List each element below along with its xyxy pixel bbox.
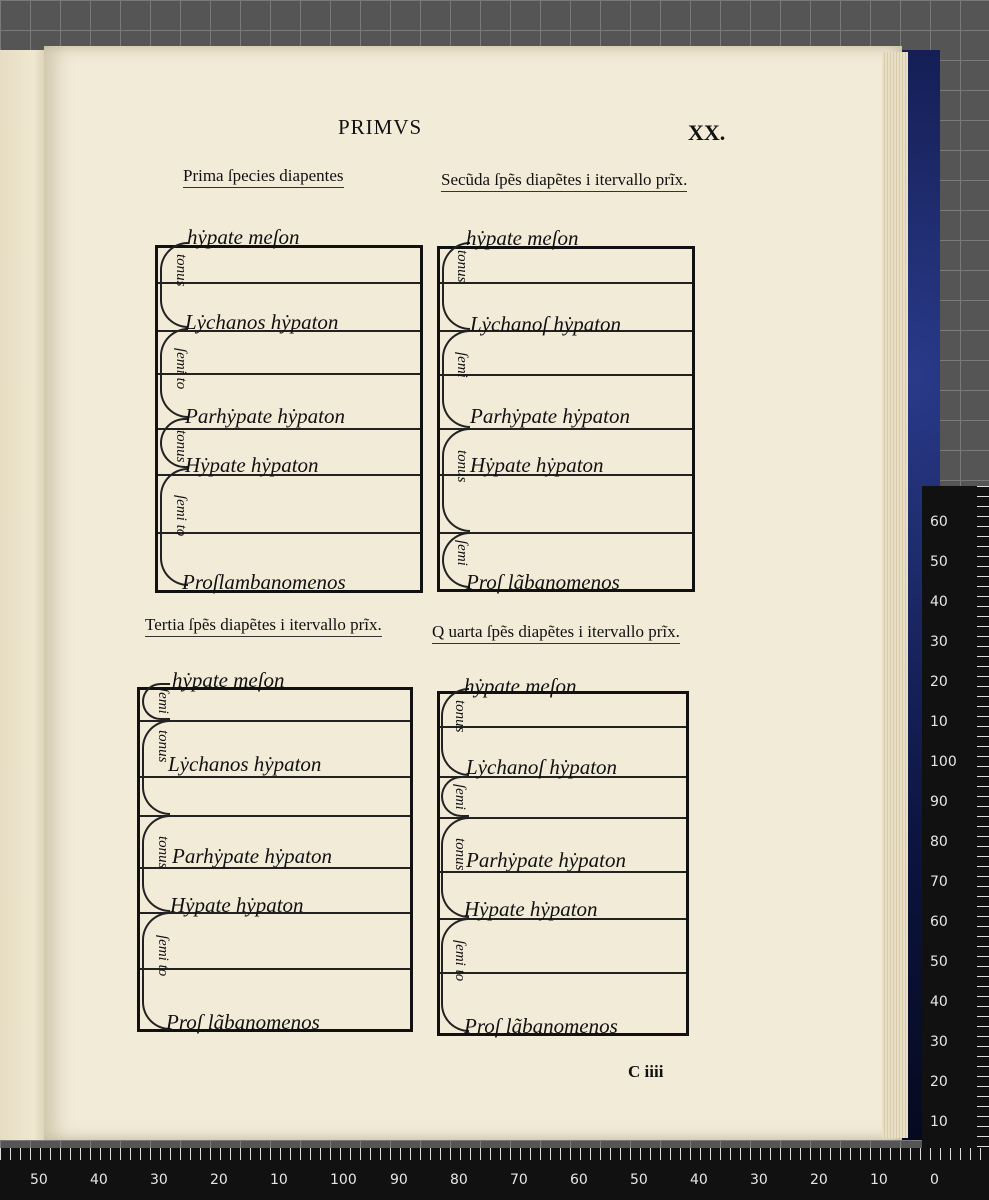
note-label: Parhẏpate hẏpaton [466, 848, 627, 872]
interval-label: tonus [155, 730, 171, 763]
staff-line [140, 968, 410, 970]
ruler-number: 40 [930, 994, 948, 1010]
note-label: Hẏpate hẏpaton [470, 453, 604, 477]
ruler-number: 10 [930, 1114, 948, 1130]
staff-line [440, 726, 686, 728]
interval-label: tonus [155, 836, 171, 869]
staff-line [440, 374, 692, 376]
note-label: Lẏchanos hẏpaton [185, 310, 339, 334]
staff-line [158, 282, 420, 284]
note-label: Parhẏpate hẏpaton [172, 844, 333, 868]
staff-line [140, 720, 410, 722]
folio-number: XX. [688, 120, 726, 145]
ruler-number: 40 [90, 1172, 108, 1188]
ruler-number: 80 [450, 1172, 468, 1188]
staff-line [440, 817, 686, 819]
note-label: Lẏchanoſ hẏpaton [466, 755, 618, 779]
note-label: hẏpate meſon [464, 674, 577, 698]
ruler-number: 50 [30, 1172, 48, 1188]
interval-arc [442, 330, 470, 428]
diagram-caption: Secũda ſpẽs diapẽtes i itervallo prĩx. [441, 170, 687, 192]
ruler-number: 60 [570, 1172, 588, 1188]
interval-label: tonus [454, 450, 470, 483]
ruler-number: 50 [930, 954, 948, 970]
ruler-number: 30 [150, 1172, 168, 1188]
staff-line [440, 282, 692, 284]
left-page-edge [0, 50, 49, 1140]
interval-label: tonus [452, 700, 468, 733]
ruler-number: 30 [750, 1172, 768, 1188]
diagram-caption: Q uarta ſpẽs diapẽtes i itervallo prĩx. [432, 622, 680, 644]
interval-label: tonus [173, 430, 189, 463]
note-label: Proſ lãbanomenos [464, 1014, 618, 1038]
note-label: Proſ lãbanomenos [466, 570, 620, 594]
interval-label: ſemi to [452, 940, 468, 982]
note-label: Lẏchanos hẏpaton [168, 752, 322, 776]
staff-line [140, 815, 410, 817]
interval-label: ſemi to [155, 935, 171, 977]
interval-label: ſemi [454, 540, 470, 566]
note-label: hẏpate meſon [172, 668, 285, 692]
ruler-number: 100 [330, 1172, 357, 1188]
note-label: Proſlambanomenos [182, 570, 346, 594]
ruler-number: 20 [930, 674, 948, 690]
ruler-number: 90 [390, 1172, 408, 1188]
interval-label: ſemi to [173, 495, 189, 537]
ruler-number: 0 [930, 1172, 939, 1188]
page-stack-edge [882, 52, 908, 1138]
horizontal-ruler [0, 1148, 989, 1200]
ruler-number: 20 [930, 1074, 948, 1090]
note-label: Lẏchanoſ hẏpaton [470, 312, 622, 336]
note-label: Hẏpate hẏpaton [185, 453, 319, 477]
interval-label: ſemi [454, 352, 470, 378]
ruler-number: 10 [930, 714, 948, 730]
ruler-number: 20 [210, 1172, 228, 1188]
ruler-number: 40 [690, 1172, 708, 1188]
ruler-number: 20 [810, 1172, 828, 1188]
staff-line [158, 532, 420, 534]
ruler-number: 70 [930, 874, 948, 890]
note-label: Proſ lãbanomenos [166, 1010, 320, 1034]
ruler-number: 30 [930, 1034, 948, 1050]
ruler-number: 50 [930, 554, 948, 570]
note-label: hẏpate meſon [187, 225, 300, 249]
ruler-number: 80 [930, 834, 948, 850]
note-label: Hẏpate hẏpaton [464, 897, 598, 921]
ruler-number: 10 [870, 1172, 888, 1188]
interval-label: ſemi [155, 688, 171, 714]
vertical-ruler [922, 486, 989, 1166]
staff-line [440, 532, 692, 534]
interval-label: tonus [454, 250, 470, 283]
staff-line [158, 373, 420, 375]
signature-mark: C iiii [628, 1062, 664, 1081]
note-label: Parhẏpate hẏpaton [185, 404, 346, 428]
ruler-number: 10 [270, 1172, 288, 1188]
interval-label: tonus [452, 838, 468, 871]
ruler-number: 50 [630, 1172, 648, 1188]
ruler-number: 60 [930, 914, 948, 930]
note-label: Hẏpate hẏpaton [170, 893, 304, 917]
diagram-caption: Prima ſpecies diapentes [183, 166, 344, 188]
ruler-number: 70 [510, 1172, 528, 1188]
ruler-number: 100 [930, 754, 957, 770]
interval-label: tonus [173, 254, 189, 287]
interval-label: ſemi to [173, 348, 189, 390]
ruler-number: 90 [930, 794, 948, 810]
ruler-number: 40 [930, 594, 948, 610]
diagram-caption: Tertia ſpẽs diapẽtes i itervallo prĩx. [145, 615, 382, 637]
running-head: PRIMVS [338, 115, 423, 139]
note-label: hẏpate meſon [466, 226, 579, 250]
ruler-number: 60 [930, 514, 948, 530]
note-label: Parhẏpate hẏpaton [470, 404, 631, 428]
staff-line [440, 972, 686, 974]
interval-label: ſemi [452, 784, 468, 810]
ruler-number: 30 [930, 634, 948, 650]
